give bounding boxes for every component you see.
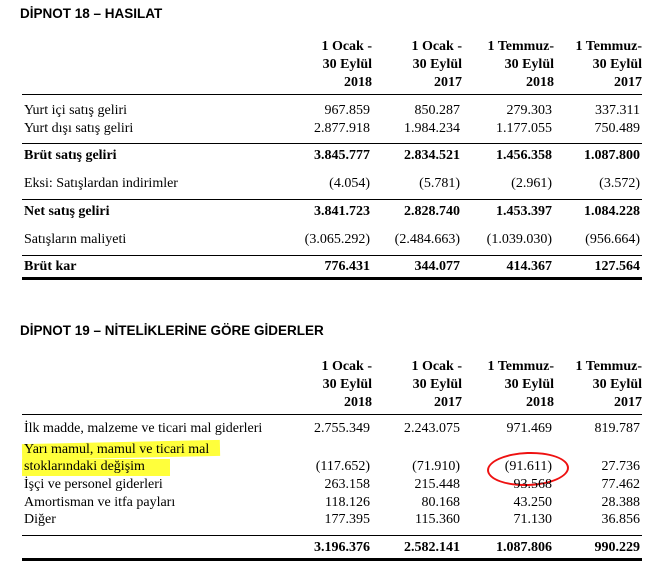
note18-title: DİPNOT 18 – HASILAT [20,6,163,21]
total-value: 1.087.806 [496,540,552,555]
row-value: 344.077 [414,259,460,274]
row-value: 263.158 [324,477,370,492]
row-value: 1.087.800 [584,148,640,163]
row-value: 2.755.349 [314,421,370,436]
row-value: 3.845.777 [314,148,370,163]
row-value: 971.469 [506,421,552,436]
total-double-rule [22,277,642,280]
row-value: 414.367 [506,259,552,274]
row-label: stoklarındaki değişim [24,459,145,474]
note18-header-rule [22,94,642,95]
note19-col-header-2: 1 Ocak - 30 Eylül 2017 [411,359,462,410]
row-value: (2.484.663) [394,232,460,247]
row-value: (3.572) [599,176,640,191]
row-value: 337.311 [595,103,640,118]
total-value: 2.582.141 [404,540,460,555]
row-label: Yurt dışı satış geliri [24,121,134,136]
row-value: 93.568 [513,477,552,492]
row-rule [22,535,642,536]
row-label: İşçi ve personel giderleri [24,477,163,492]
note19-title: DİPNOT 19 – NİTELİKLERİNE GÖRE GİDERLER [20,323,324,338]
row-value: 2.877.918 [314,121,370,136]
row-value: (956.664) [585,232,640,247]
row-label: İlk madde, malzeme ve ticari mal giderleri [24,421,263,436]
row-value: 43.250 [513,495,552,510]
row-value: 1.456.358 [496,148,552,163]
row-value: (4.054) [329,176,370,191]
row-value: 215.448 [414,477,460,492]
row-label: Amortisman ve itfa payları [24,495,176,510]
row-value: 27.736 [601,459,640,474]
note19-col-header-3: 1 Temmuz- 30 Eylül 2018 [487,359,554,410]
row-value: 2.828.740 [404,204,460,219]
row-value: (1.039.030) [486,232,552,247]
row-value: 127.564 [594,259,640,274]
row-rule [22,199,642,200]
row-rule [22,255,642,256]
total-value: 3.196.376 [314,540,370,555]
row-value: 2.243.075 [404,421,460,436]
note18-col-header-2: 1 Ocak - 30 Eylül 2017 [411,39,462,90]
row-value: 28.388 [601,495,640,510]
row-value: 819.787 [594,421,640,436]
row-label: Yurt içi satış geliri [24,103,128,118]
row-value: 71.130 [513,512,552,527]
row-value: 118.126 [325,495,370,510]
row-label: Satışların maliyeti [24,232,127,247]
row-value: (5.781) [419,176,460,191]
row-value: 36.856 [601,512,640,527]
row-value: 850.287 [414,103,460,118]
row-label: Brüt satış geliri [24,148,117,163]
row-value: 2.834.521 [404,148,460,163]
row-value: 1.453.397 [496,204,552,219]
row-value: 279.303 [506,103,552,118]
row-value: 1.084.228 [584,204,640,219]
row-value: 115.360 [415,512,460,527]
row-value: 776.431 [324,259,370,274]
row-value: (91.611) [504,459,552,474]
row-value: 967.859 [324,103,370,118]
note19-col-header-1: 1 Ocak - 30 Eylül 2018 [321,359,372,410]
row-value: 80.168 [421,495,460,510]
note19-header-rule [22,414,642,415]
note19-col-header-4: 1 Temmuz- 30 Eylül 2017 [575,359,642,410]
row-value: 1.984.234 [404,121,460,136]
row-value: (117.652) [315,459,370,474]
row-value: 177.395 [324,512,370,527]
note18-col-header-1: 1 Ocak - 30 Eylül 2018 [321,39,372,90]
note18-col-header-3: 1 Temmuz- 30 Eylül 2018 [487,39,554,90]
row-label: Brüt kar [24,259,77,274]
row-label-line1: Yarı mamul, mamul ve ticari mal [24,442,210,457]
row-rule [22,143,642,144]
row-value: (2.961) [511,176,552,191]
row-value: 750.489 [594,121,640,136]
total-value: 990.229 [594,540,640,555]
row-value: (71.910) [412,459,460,474]
total-double-rule [22,558,642,561]
row-label: Eksi: Satışlardan indirimler [24,176,178,191]
note18-col-header-4: 1 Temmuz- 30 Eylül 2017 [575,39,642,90]
row-value: (3.065.292) [304,232,370,247]
row-label: Diğer [24,512,56,527]
row-value: 3.841.723 [314,204,370,219]
row-label: Net satış geliri [24,204,110,219]
row-value: 77.462 [601,477,640,492]
row-value: 1.177.055 [496,121,552,136]
